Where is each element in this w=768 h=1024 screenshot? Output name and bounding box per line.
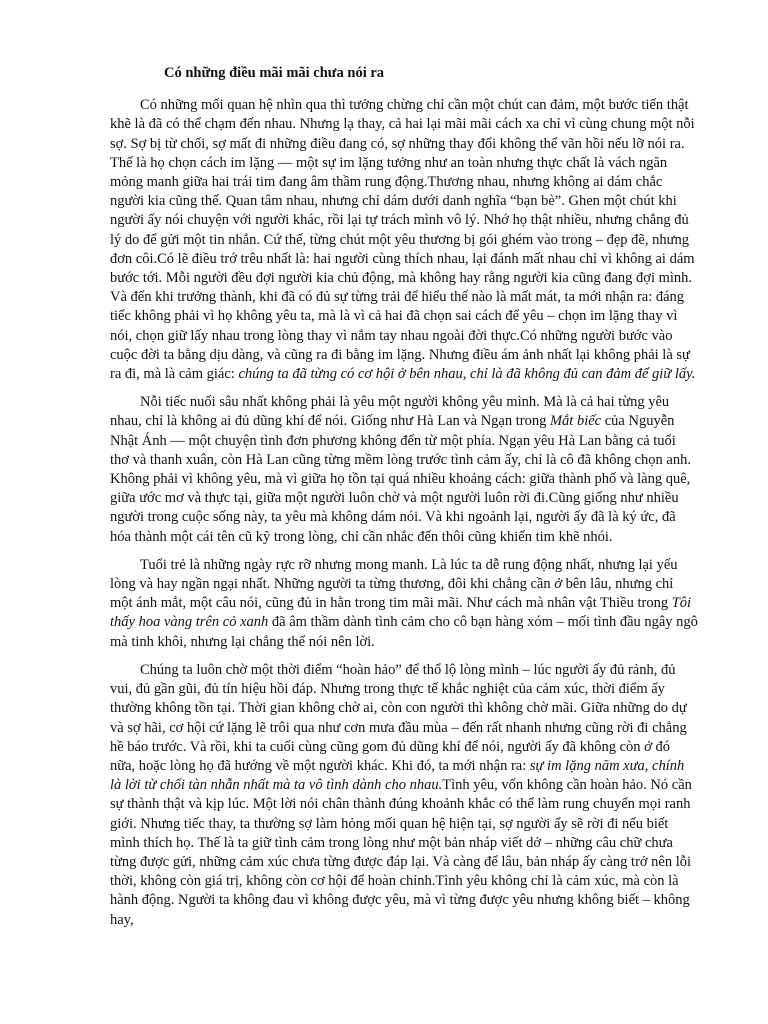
paragraph-4-italic-2: sự im lặng năm xưa, chính là lời từ chối tàn nhẫn nhất mà ta vô tình dành cho nhau. <box>110 757 685 794</box>
paragraph-1-italic-1: chúng ta đã từng có cơ hội ở bên nhau, chỉ là đã không đủ can đảm để giữ lấy. <box>238 366 696 383</box>
paragraph-4-text-2: đó nữa, hoặc lòng họ đã hướng về một người khác. Khi đó, ta mới nhận ra: <box>110 738 671 774</box>
paragraph-3-italic-1: ở <box>554 576 562 593</box>
paragraph-1-text-1: Có những mối quan hệ nhìn qua thì tưởng chừng chỉ cần một chút can đảm, một bước tiến thật khẽ là đã có thể chạm đến nhau. Nhưng lạ thay, cả hai lại mãi mãi cách xa chỉ vì cùng chung một nỗi sợ. Sợ bị từ chối, sợ mất đi những điều đang có, sợ những thay đổi không thể vãn hồi nếu lỡ nói ra. Thế là họ chọn cách im lặng — một sự im lặng tưởng như an toàn nhưng thực chất là vách ngăn mỏng manh giữa hai trái tim đang âm thầm rung động.Thương nhau, nhưng không ai dám chắc người kia cũng thế. Quan tâm nhau, nhưng chỉ dám dưới danh nghĩa “bạn bè”. Ghen một chút khi người ấy nói chuyện với người khác, rồi lại tự trách mình vô lý. Nhớ họ thật nhiều, nhưng chẳng đủ lý do để gửi một tin nhắn. Cứ thế, từng chút một yêu thương bị gói ghém vào trong – đẹp đẽ, nhưng đơn côi.Có lẽ điều trớ trêu nhất là: hai người cùng thích nhau, lại đánh mất nhau chỉ vì không ai dám bước tới. Mỗi người đều đợi người kia chủ động, mà không hay rằng người kia cũng đang đợi mình. Và đến khi trưởng thành, khi đã có đủ sự từng trải để hiểu thế nào là mất mát, ta mới nhận ra: đáng tiếc không phải vì họ không yêu ta, mà là vì cả hai đã chọn sai cách để yêu – chọn im lặng thay vì nói, chọn giữ lấy nhau trong lòng thay vì nắm tay nhau ngoài đời thực.Có những người bước vào cuộc đời ta bằng dịu dàng, và cũng ra đi bằng im lặng. Nhưng điều ám ảnh nhất lại không phải là sự ra đi, mà là cảm giác: <box>110 97 695 383</box>
paragraph-4-text-1: Chúng ta luôn chờ một thời điểm “hoàn hảo” để thổ lộ lòng mình – lúc người ấy đủ rảnh, đủ vui, đủ gần gũi, đủ tín hiệu hồi đáp. Nhưng trong thực tế khắc nghiệt của cảm xúc, thời điểm ấy thường không tồn tại. Thời gian không chờ ai, còn con người thì không chờ mãi. Giữa những do dự và sợ hãi, cơ hội cứ lặng lẽ trôi qua như cơn mưa đầu mùa – đến rất nhanh nhưng cũng rời đi chẳng hề báo trước. Và rồi, khi ta cuối cùng cũng gom đủ dũng khí để nói, người ấy đã không còn <box>110 661 687 755</box>
document-page <box>110 64 698 939</box>
paragraph-2-text-1: Nỗi tiếc nuối sâu nhất không phải là yêu một người không yêu mình. Mà là cả hai từng yêu nhau, chỉ là không ai đủ dũng khí để nói. Giống như Hà Lan và Ngạn trong <box>110 394 670 430</box>
paragraph-2 <box>110 393 698 547</box>
paragraph-3-text-1: Tuổi trẻ là những ngày rực rỡ nhưng mong manh. Là lúc ta dễ rung động nhất, nhưng lại yếu lòng và hay ngần ngại nhất. Những người ta từng thương, đôi khi chẳng cần <box>110 556 678 593</box>
paragraph-3 <box>110 556 698 652</box>
paragraph-4-text-3: Tình yêu, vốn không cần hoàn hảo. Nó cần sự thành thật và kịp lúc. Một lời nói chân thành đúng khoảnh khắc có thể làm rung chuyển mọi ranh giới. Nhưng tiếc thay, ta thường sợ làm hỏng mối quan hệ hiện tại, sợ người ấy sẽ rời đi nếu biết mình thích họ. Thế là ta giữ tình cảm trong lòng như một bản nháp viết dở – những câu chữ chưa từng được gửi, những cảm xúc chưa từng được đáp lại. Và càng để lâu, bản nháp ấy càng trở nên lỗi thời, không còn giá trị, không còn cơ hội để hoàn chỉnh.Tình yêu không chỉ là cảm xúc, mà còn là hành động. Người ta không đau vì không được yêu, mà vì từng được yêu nhưng không biết – không hay, <box>110 777 692 928</box>
paragraph-4-italic-1: ở <box>644 738 652 755</box>
paragraph-3-text-2: bên lâu, nhưng chỉ một ánh mắt, một câu nói, cũng đủ in hằn trong tim mãi mãi. Như cách mà nhân vật Thiều trong <box>110 576 674 612</box>
paragraph-2-italic-1: Mắt biếc <box>549 413 602 430</box>
paragraph-3-italic-2: Tôi thấy hoa vàng trên cỏ xanh <box>110 595 692 631</box>
paragraph-1 <box>110 96 698 384</box>
paragraph-2-text-2: của Nguyễn Nhật Ánh — một chuyện tình đơn phương không đến từ một phía. Ngạn yêu Hà Lan bằng cả tuổi thơ và thanh xuân, còn Hà Lan cũng từng mềm lòng trước tình cảm ấy, chỉ là cô đã không chọn anh. Không phải vì không yêu, mà vì giữa họ tồn tại quá nhiều khoảng cách: giữa thành phố và làng quê, giữa ước mơ và thực tại, giữa một người luôn chờ và một người luôn rời đi.Cũng giống như nhiều người trong cuộc sống này, ta yêu mà không dám nói. Và khi ngoảnh lại, người ấy đã là ký ức, đã hóa thành một cái tên cũ kỹ trong lòng, chỉ cần nhắc đến thôi cũng khiến tim khẽ nhói. <box>110 413 691 545</box>
paragraph-3-text-3: đã âm thầm dành tình cảm cho cô bạn hàng xóm – mối tình đầu ngây ngô mà tinh khôi, nhưng lại chẳng thể nói nên lời. <box>110 614 698 650</box>
paragraph-4 <box>110 661 698 930</box>
document-title: Có những điều mãi mãi chưa nói ra <box>164 65 385 81</box>
